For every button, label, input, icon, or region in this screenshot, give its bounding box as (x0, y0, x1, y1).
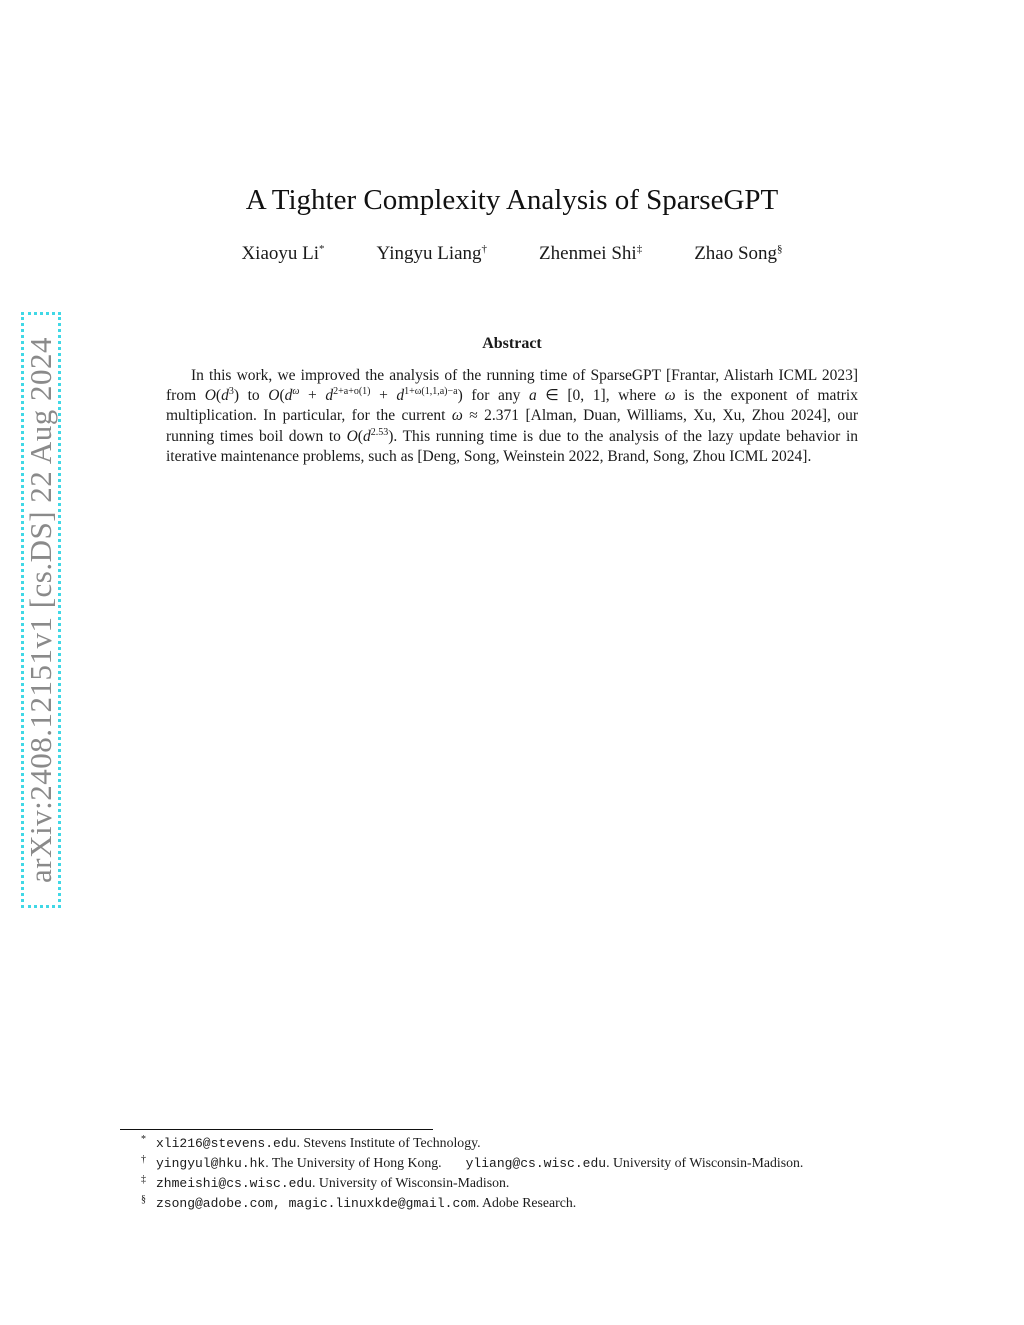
footnote-marker: § (141, 1194, 146, 1205)
author: Zhao Song§ (694, 243, 783, 264)
author: Zhenmei Shi‡ (539, 243, 643, 264)
footnote-marker: ‡ (636, 243, 643, 255)
email-link[interactable]: yingyul@hku.hk (156, 1156, 266, 1171)
footnote-marker: † (481, 243, 488, 255)
abstract-body (166, 366, 858, 467)
footnote (120, 1173, 910, 1193)
footnote (120, 1153, 910, 1173)
footnotes (120, 1133, 910, 1213)
footnote-marker: § (777, 243, 783, 255)
paper-title: A Tighter Complexity Analysis of SparseGPT (245, 184, 779, 216)
footnote (120, 1133, 910, 1153)
footnote-marker: ‡ (141, 1174, 146, 1185)
abstract-paragraph: In this work, we improved the analysis of the running time of SparseGPT [Frantar, Alistarh ICML 2023] from $O(d^3)$ to $O(d^\omega + d^{2+a+o(1)} + d^{1+\omega(1,1,a)-a})$ for any a ∈ [0, 1], where ω is the exponent of matrix multiplication. In particular, for the current ω ≈ 2.371 [Alman, Duan, Williams, Xu, Xu, Zhou 2024], our running times boil down to $O(d^{2.53})$. This running time is due to the analysis of the lazy update behavior in iterative maintenance problems, such as [Deng, Song, Weinstein 2022, Brand, Song, Zhou ICML 2024]. (166, 367, 859, 465)
email-link[interactable]: zhmeishi@cs.wisc.edu (156, 1176, 313, 1191)
author: Xiaoyu Li* (241, 243, 325, 264)
author-list (0, 243, 1024, 265)
footnote-marker: * (141, 1134, 146, 1145)
email-link[interactable]: yliang@cs.wisc.edu (465, 1156, 607, 1171)
affiliation: . Adobe Research. (475, 1195, 577, 1210)
affiliation: . University of Wisconsin-Madison. (606, 1155, 804, 1170)
footnote-marker: † (141, 1154, 146, 1165)
footnote (120, 1193, 910, 1213)
abstract-heading: Abstract (482, 335, 542, 352)
email-link[interactable]: xli216@stevens.edu (156, 1136, 297, 1151)
footnote-divider (120, 1129, 433, 1130)
arxiv-identifier: arXiv:2408.12151v1 [cs.DS] 22 Aug 2024 (23, 337, 58, 883)
author: Yingyu Liang† (376, 243, 488, 264)
footnote-marker: * (319, 243, 325, 255)
affiliation: . University of Wisconsin-Madison. (312, 1175, 510, 1190)
arxiv-side-stamp (21, 312, 61, 908)
affiliation: . Stevens Institute of Technology. (296, 1135, 481, 1150)
affiliation: . The University of Hong Kong. (265, 1155, 442, 1170)
email-link[interactable]: zsong@adobe.com, magic.linuxkde@gmail.com (156, 1196, 476, 1211)
